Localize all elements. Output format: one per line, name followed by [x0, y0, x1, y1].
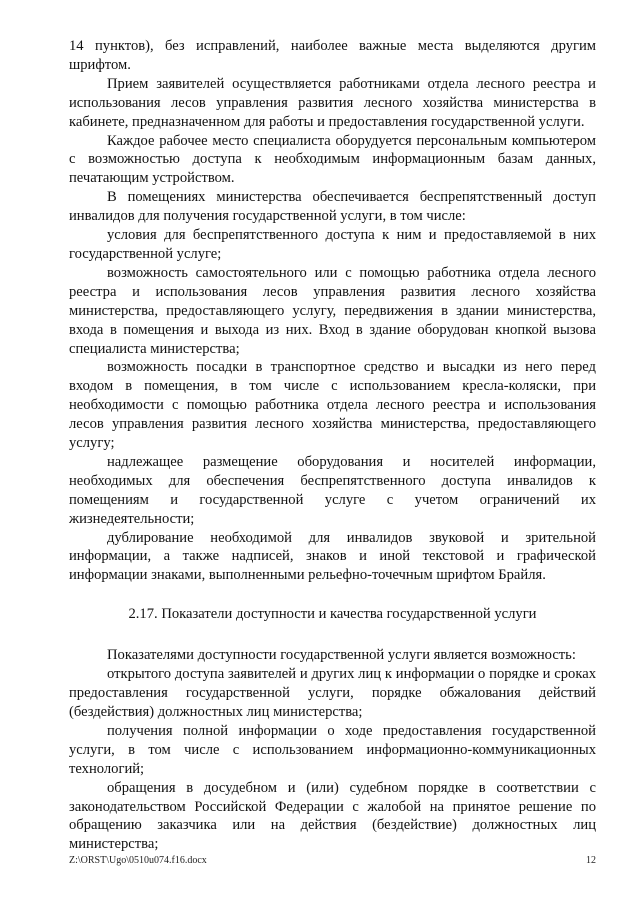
section-heading: 2.17. Показатели доступности и качества государственной услуги: [128, 606, 537, 623]
paragraph: условия для беспрепятственного доступа к ним и предоставляемой в них государственной услуге;: [69, 227, 596, 262]
paragraph: открытого доступа заявителей и других лиц к информации о порядке и сроках предоставления государственной услуги, порядке обжалования действий (бездействия) должностных лиц министерства;: [69, 666, 596, 720]
paragraph: Каждое рабочее место специалиста оборудуется персональным компьютером с возможностью доступа к необходимым информационным базам данных, печатающим устройством.: [69, 132, 596, 187]
paragraph: В помещениях министерства обеспечивается беспрепятственный доступ инвалидов для получения государственной услуги, в том числе:: [69, 189, 596, 225]
paragraph: возможность посадки в транспортное средство и высадки из него перед входом в помещения, в том числе с использованием кресла-коляски, при необходимости с помощью работника отдела лесного реестра и использования лесов управления развития лесного хозяйства министерства, предоставляющего услугу;: [69, 359, 596, 452]
paragraph: Прием заявителей осуществляется работниками отдела лесного реестра и использования лесов управления развития лесного хозяйства министерства в кабинете, предназначенном для работы и предоставления государственной услуги.: [69, 75, 596, 130]
paragraph: возможность самостоятельного или с помощью работника отдела лесного реестра и использования лесов управления развития лесного хозяйства министерства, предоставляющего услугу, передвижения в здании министерства, входа в помещения и выхода из них. Вход в здание оборудован кнопкой вызова специалиста министерства;: [69, 264, 596, 357]
paragraph: получения полной информации о ходе предоставления государственной услуги, в том числе с использованием информационно-коммуникационных технологий;: [69, 722, 596, 777]
paragraph: Показателями доступности государственной услуги является возможность:: [107, 647, 576, 664]
document-body: [69, 37, 596, 854]
footer-file-path: Z:\ORST\Ugo\0510u074.f16.docx: [69, 855, 207, 866]
paragraph: дублирование необходимой для инвалидов звуковой и зрительной информации, а также надписей, знаков и иной текстовой и графической информации знаками, выполненными рельефно-точечным шрифтом Брайля.: [69, 529, 596, 584]
paragraph: обращения в досудебном и (или) судебном порядке в соответствии с законодательством Российской Федерации с жалобой на принятое решение по обращению заказчика или на действия (бездействие) должностных лиц министерства;: [69, 779, 596, 853]
paragraph: надлежащее размещение оборудования и носителей информации, необходимых для обеспечения беспрепятственного доступа инвалидов к помещениям и государственной услуге с учетом ограничений их жизнедеятельности;: [69, 453, 596, 527]
paragraph: 14 пунктов), без исправлений, наиболее важные места выделяются другим шрифтом.: [69, 38, 596, 73]
page-number: 12: [586, 855, 596, 866]
